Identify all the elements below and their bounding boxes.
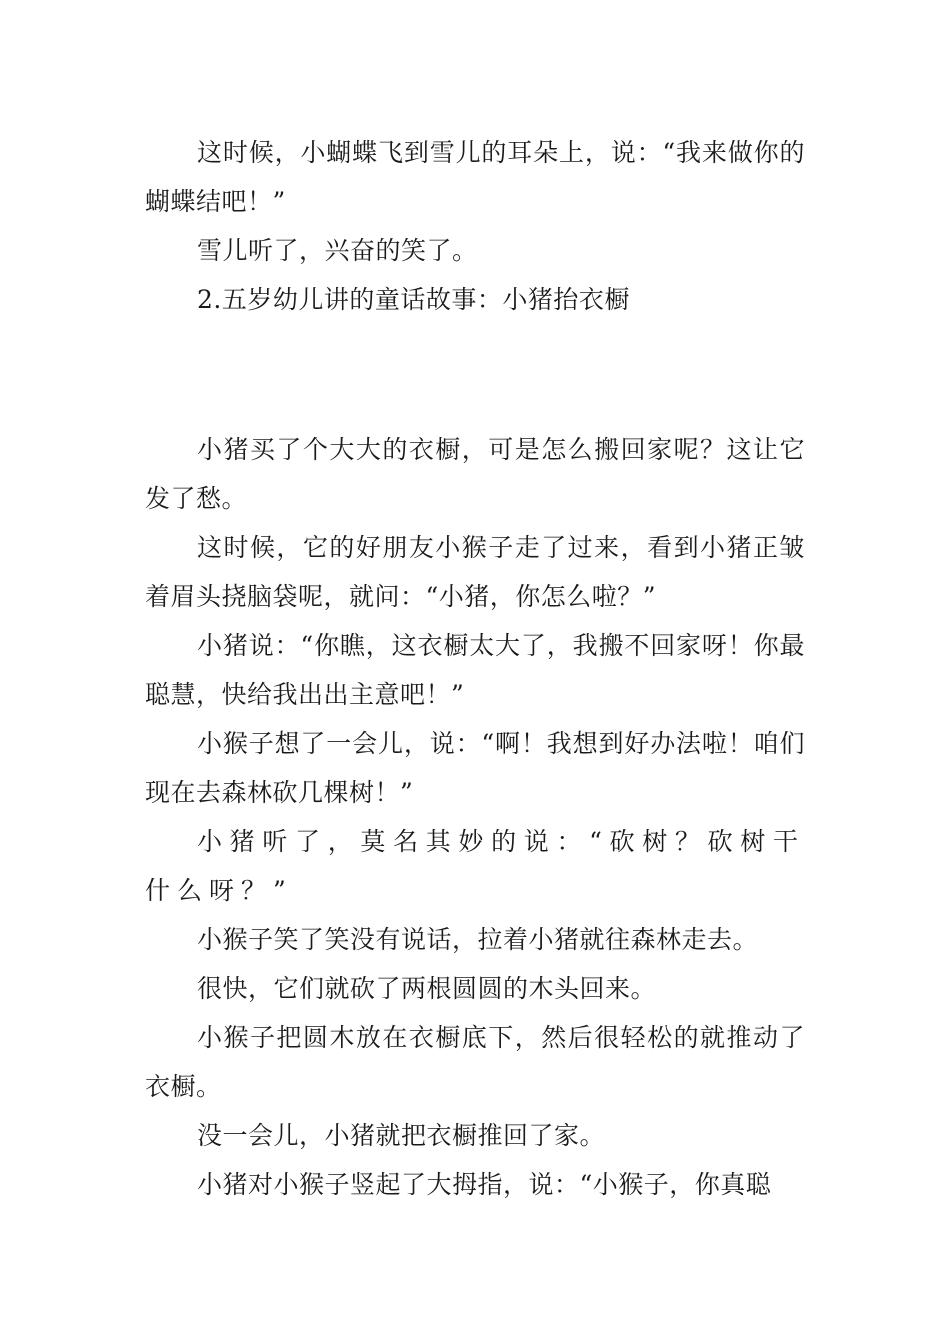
paragraph: 没一会儿，小猪就把衣橱推回了家。 <box>197 1121 606 1150</box>
paragraph: 小猴子把圆木放在衣橱底下，然后很轻松的就推动了衣橱。 <box>145 1023 805 1101</box>
paragraph: 这时候，小蝴蝶飞到雪儿的耳朵上，说：“我来做你的蝴蝶结吧！” <box>145 138 805 216</box>
story-section-body <box>145 425 805 1209</box>
paragraph: 小猴子笑了笑没有说话，拉着小猪就往森林走去。 <box>197 925 759 954</box>
paragraph: 小猪听了，莫名其妙的说：“砍树？砍树干什么呀？” <box>145 827 805 905</box>
paragraph: 小猪对小猴子竖起了大拇指，说：“小猴子，你真聪 <box>197 1170 772 1199</box>
story-heading: 2.五岁幼儿讲的童话故事：小猪抬衣橱 <box>197 285 630 314</box>
paragraph: 小猪买了个大大的衣橱，可是怎么搬回家呢？这让它发了愁。 <box>145 435 805 513</box>
paragraph: 这时候，它的好朋友小猴子走了过来，看到小猪正皱着眉头挠脑袋呢，就问：“小猪，你怎么啦？” <box>145 533 805 611</box>
paragraph: 小猪说：“你瞧，这衣橱太大了，我搬不回家呀！你最聪慧，快给我出出主意吧！” <box>145 631 805 709</box>
paragraph: 雪儿听了，兴奋的笑了。 <box>197 236 478 265</box>
paragraph: 很快，它们就砍了两根圆圆的木头回来。 <box>197 974 657 1003</box>
paragraph: 小猴子想了一会儿，说：“啊！我想到好办法啦！咱们现在去森林砍几棵树！” <box>145 729 805 807</box>
story-section-end <box>145 128 805 324</box>
